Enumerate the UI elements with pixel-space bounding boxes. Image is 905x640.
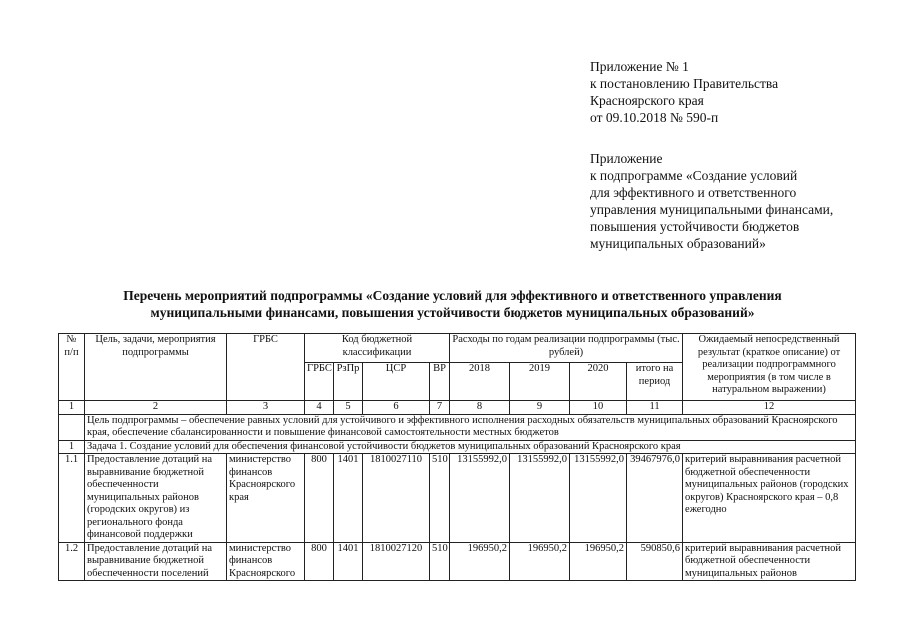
- header-grbs-code: ГРБС: [305, 363, 334, 401]
- row-vr: 510: [430, 542, 450, 581]
- header-2019: 2019: [510, 363, 570, 401]
- goal-row: [59, 414, 856, 440]
- column-number: 10: [570, 401, 627, 415]
- row-name: Предоставление дотаций на выравнивание бюджетной обеспеченности поселений: [85, 542, 227, 581]
- header-budget-code: Код бюджетной классификации: [305, 334, 450, 363]
- appendix-1-line: Приложение № 1: [590, 59, 689, 74]
- column-number: 12: [683, 401, 856, 415]
- row-grbs-code: 800: [305, 454, 334, 543]
- appendix-2-line: Приложение: [590, 151, 663, 166]
- appendix-2-line: к подпрограмме «Создание условий: [590, 168, 798, 183]
- appendix-1-line: от 09.10.2018 № 590-п: [590, 110, 719, 125]
- column-number: 4: [305, 401, 334, 415]
- row-csr: 1810027120: [363, 542, 430, 581]
- appendix-1-block: [590, 58, 778, 126]
- column-number-row: [59, 401, 856, 415]
- row-2020: 13155992,0: [570, 454, 627, 543]
- appendix-1-line: к постановлению Правительства: [590, 76, 779, 91]
- goal-text: Цель подпрограммы – обеспечение равных условий для устойчивого и эффективного исполнения расходных обязательств муниципальных образований Красноярского края, обеспечение сбалансированности и повышение финансовой самостоятельности местных бюджетов: [85, 414, 856, 440]
- header-total: итого на период: [627, 363, 683, 401]
- header-row: [59, 334, 856, 363]
- row-2018: 196950,2: [450, 542, 510, 581]
- row-grbs: министерство финансов Красноярского края: [227, 454, 305, 543]
- column-number: 6: [363, 401, 430, 415]
- row-result: критерий выравнивания расчетной бюджетной обеспеченности муниципальных районов (городских округов) Красноярского края – 0,8 ежегодно: [683, 454, 856, 543]
- column-number: 9: [510, 401, 570, 415]
- appendix-2-block: [590, 150, 833, 252]
- row-2018: 13155992,0: [450, 454, 510, 543]
- document-title-line: Перечень мероприятий подпрограммы «Создание условий для эффективного и ответственного управления: [123, 288, 782, 303]
- appendix-2-line: муниципальных образований»: [590, 236, 766, 251]
- header-grbs: ГРБС: [227, 334, 305, 401]
- table-row: [59, 542, 856, 581]
- column-number: 11: [627, 401, 683, 415]
- appendix-1-line: Красноярского края: [590, 93, 704, 108]
- row-grbs-code: 800: [305, 542, 334, 581]
- column-number: 3: [227, 401, 305, 415]
- document-title-line: муниципальными финансами, повышения устойчивости бюджетов муниципальных образований»: [150, 305, 755, 320]
- header-expenses: Расходы по годам реализации подпрограммы (тыс. рублей): [450, 334, 683, 363]
- task-num: 1: [59, 440, 85, 454]
- row-name: Предоставление дотаций на выравнивание бюджетной обеспеченности муниципальных районов (городских округов) из регионального фонда финансовой поддержки: [85, 454, 227, 543]
- measures-table: [58, 333, 856, 581]
- row-result: критерий выравнивания расчетной бюджетной обеспеченности муниципальных районов: [683, 542, 856, 581]
- row-rzpr: 1401: [334, 542, 363, 581]
- header-2018: 2018: [450, 363, 510, 401]
- row-2020: 196950,2: [570, 542, 627, 581]
- row-2019: 13155992,0: [510, 454, 570, 543]
- row-2019: 196950,2: [510, 542, 570, 581]
- appendix-2-line: управления муниципальными финансами,: [590, 202, 834, 217]
- column-number: 2: [85, 401, 227, 415]
- task-row: [59, 440, 856, 454]
- header-num: № п/п: [59, 334, 85, 401]
- row-total: 590850,6: [627, 542, 683, 581]
- row-num: 1.2: [59, 542, 85, 581]
- column-number: 1: [59, 401, 85, 415]
- appendix-2-line: повышения устойчивости бюджетов: [590, 219, 800, 234]
- column-number: 8: [450, 401, 510, 415]
- header-goal: Цель, задачи, мероприятия подпрограммы: [85, 334, 227, 401]
- header-result: Ожидаемый непосредственный результат (краткое описание) от реализации подпрограммного мероприятия (в том числе в натуральном выражении): [683, 334, 856, 401]
- row-total: 39467976,0: [627, 454, 683, 543]
- header-2020: 2020: [570, 363, 627, 401]
- header-rzpr: РзПр: [334, 363, 363, 401]
- appendix-2-line: для эффективного и ответственного: [590, 185, 797, 200]
- header-csr: ЦСР: [363, 363, 430, 401]
- row-rzpr: 1401: [334, 454, 363, 543]
- document-title: [40, 287, 865, 321]
- row-num: 1.1: [59, 454, 85, 543]
- task-text: Задача 1. Создание условий для обеспечения финансовой устойчивости бюджетов муниципальных образований Красноярского края: [85, 440, 856, 454]
- table-row: [59, 454, 856, 543]
- row-vr: 510: [430, 454, 450, 543]
- column-number: 7: [430, 401, 450, 415]
- header-vr: ВР: [430, 363, 450, 401]
- column-number: 5: [334, 401, 363, 415]
- row-csr: 1810027110: [363, 454, 430, 543]
- row-grbs: министерство финансов Красноярского: [227, 542, 305, 581]
